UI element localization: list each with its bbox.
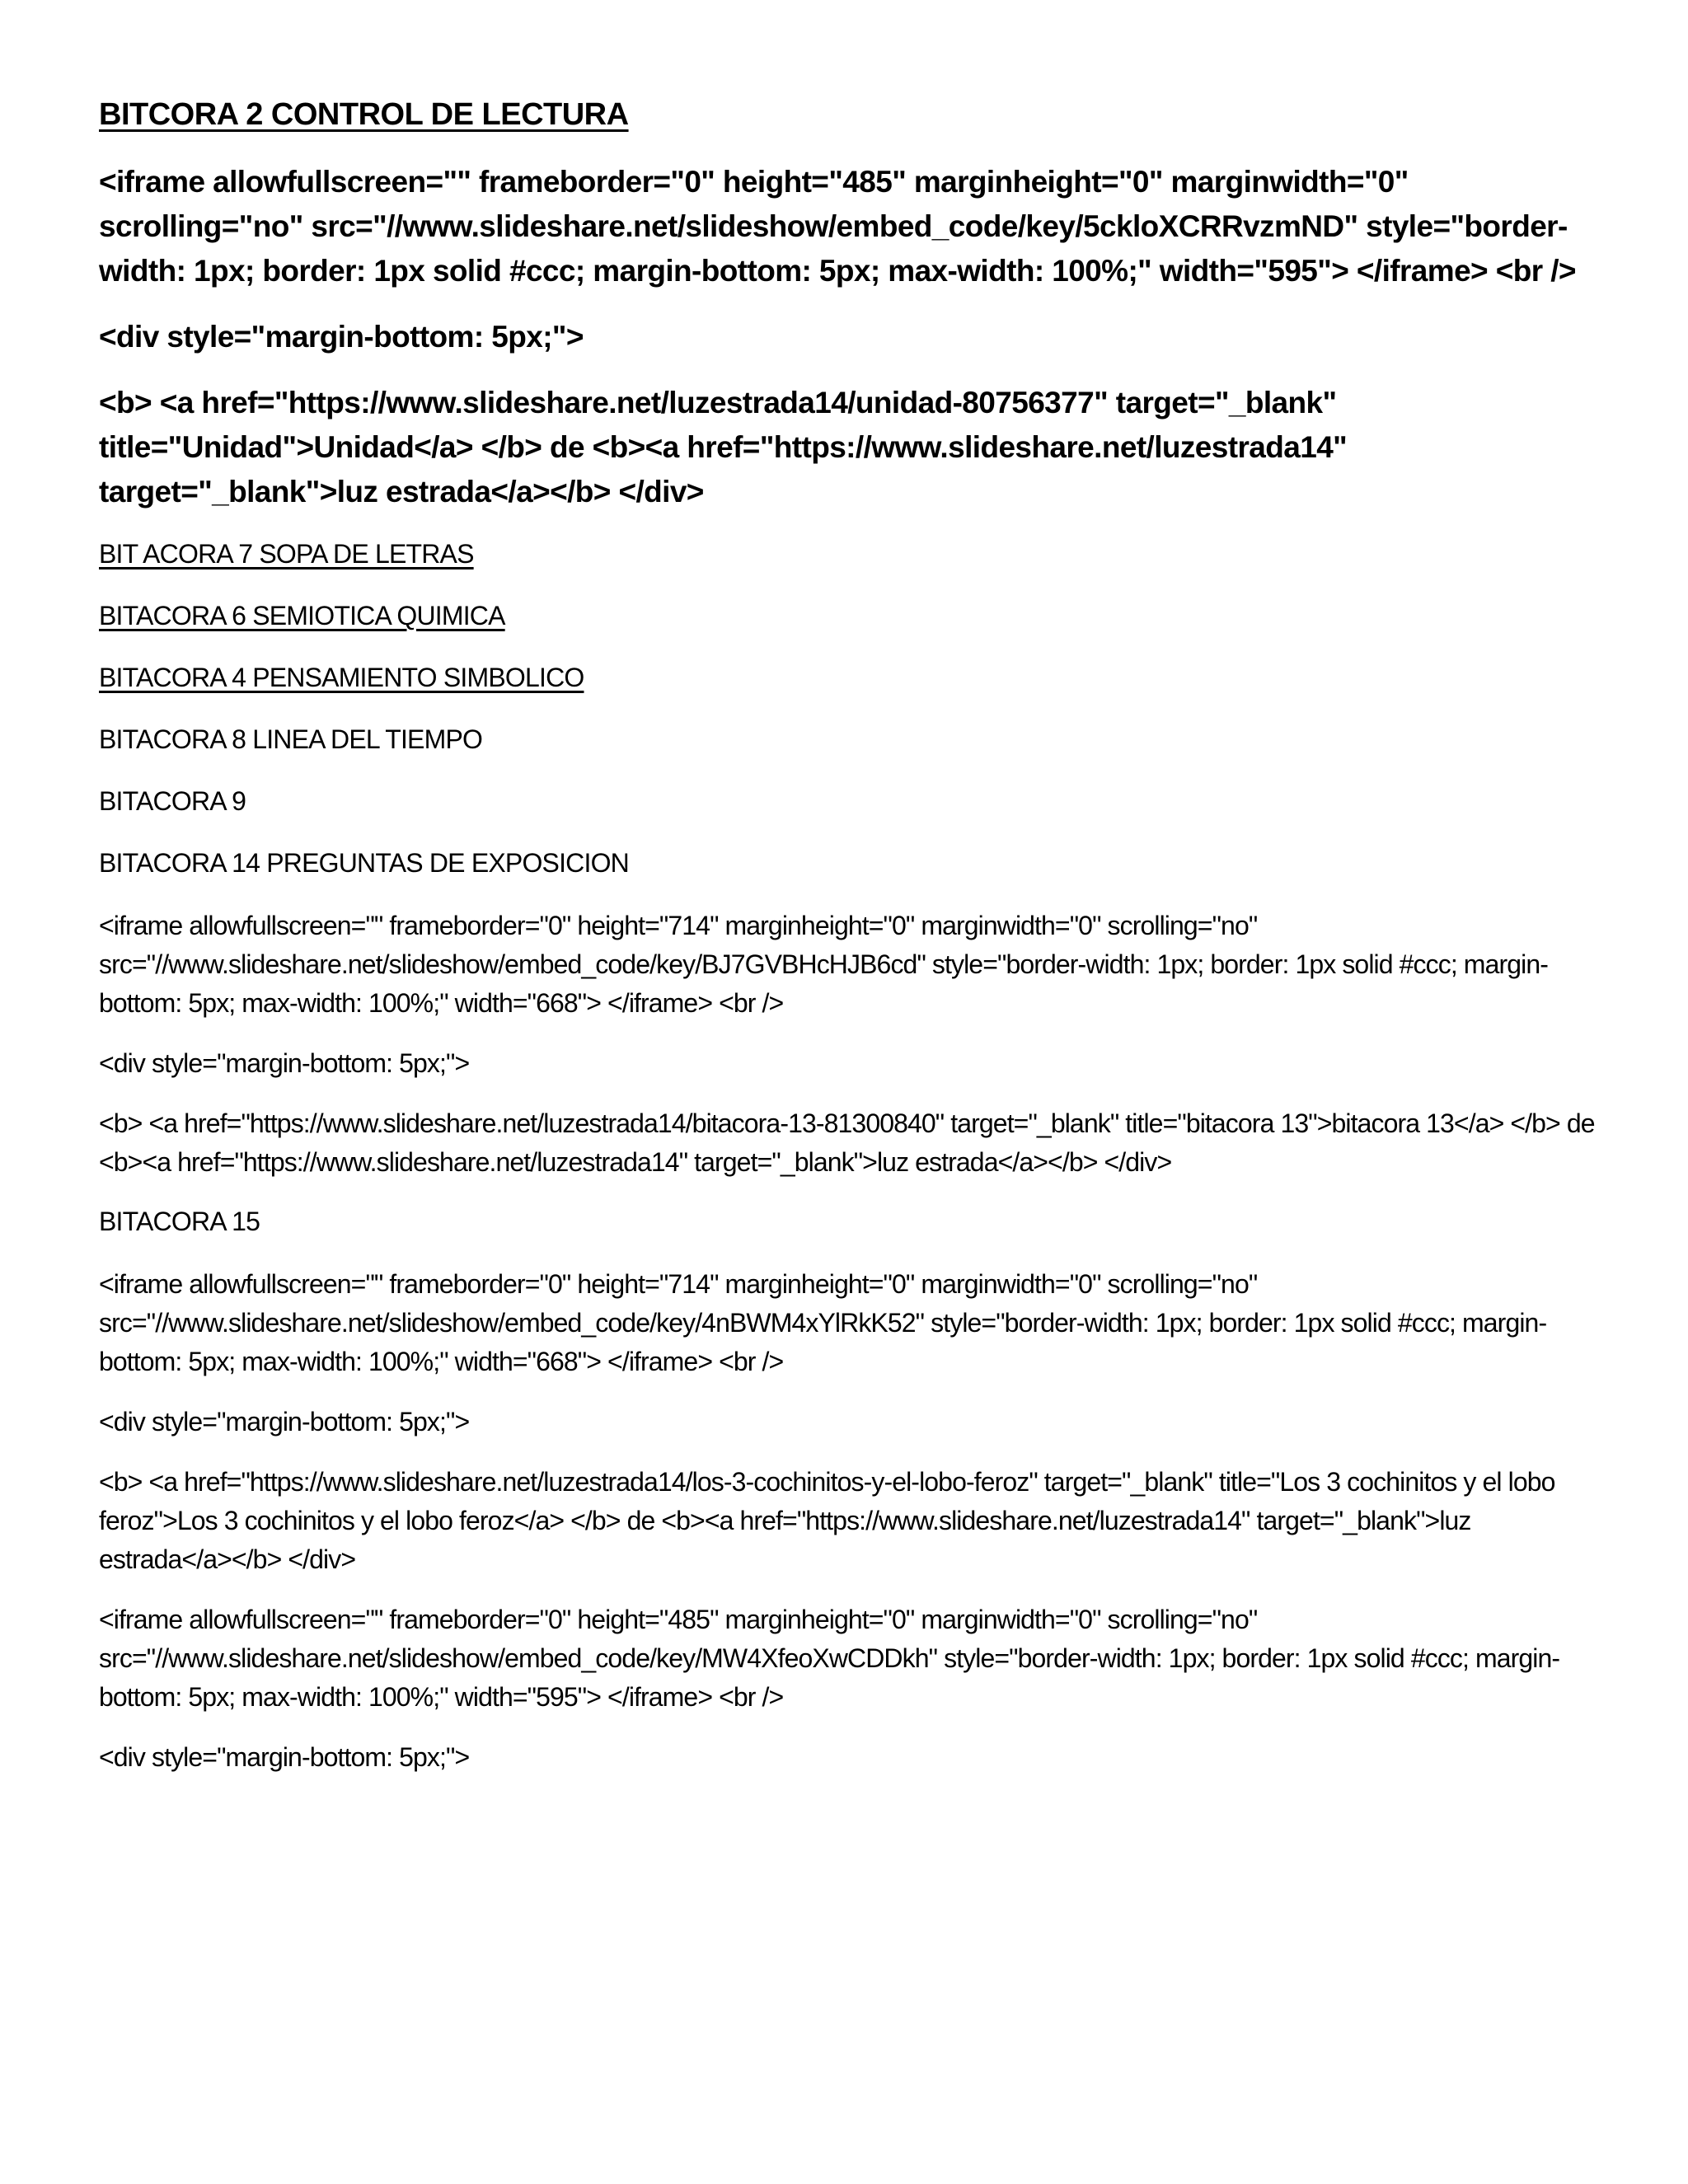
div-code-bitacora-13: <div style="margin-bottom: 5px;">	[99, 1048, 470, 1078]
link-bitacora-7[interactable]: BIT ACORA 7 SOPA DE LETRAS	[99, 539, 474, 569]
heading-bitacora-9: BITACORA 9	[99, 786, 246, 816]
link-bitacora-6[interactable]: BITACORA 6 SEMIOTICA QUIMICA	[99, 601, 505, 630]
heading-bitacora-8: BITACORA 8 LINEA DEL TIEMPO	[99, 724, 483, 754]
heading-bitacora-15: BITACORA 15	[99, 1207, 260, 1236]
link-code-bitacora-15: <b> <a href="https://www.slideshare.net/luzestrada14/los-3-cochinitos-y-el-lobo-feroz" target="_blank" title="Los 3 cochinitos y el lobo feroz">Los 3 cochinitos y el lobo feroz</a> </b> de <b><a href="https://www.slideshare.net/luzestrada14" target="_blank">luz estrada</a></b> </div>	[99, 1467, 1555, 1574]
iframe-code-last: <iframe allowfullscreen="" frameborder="0" height="485" marginheight="0" marginwidth="0" scrolling="no" src="//www.slideshare.net/slideshow/embed_code/key/MW4XfeoXwCDDkh" style="border-width: 1px; border: 1px solid #ccc; margin-bottom: 5px; max-width: 100%;" width="595"> </iframe> <br />	[99, 1605, 1560, 1712]
link-code-bitacora-13: <b> <a href="https://www.slideshare.net/luzestrada14/bitacora-13-81300840" target="_blank" title="bitacora 13">bitacora 13</a> </b> de <b><a href="https://www.slideshare.net/luzestrada14" target="_blank">luz estrada</a></b> </div>	[99, 1108, 1595, 1177]
div-code-bitacora-15: <div style="margin-bottom: 5px;">	[99, 1407, 470, 1436]
document-page	[99, 92, 1599, 1798]
link-bitacora-4[interactable]: BITACORA 4 PENSAMIENTO SIMBOLICO	[99, 663, 584, 692]
iframe-code-bitacora-13: <iframe allowfullscreen="" frameborder="0" height="714" marginheight="0" marginwidth="0" scrolling="no" src="//www.slideshare.net/slideshow/embed_code/key/BJ7GVBHcHJB6cd" style="border-width: 1px; border: 1px solid #ccc; margin-bottom: 5px; max-width: 100%;" width="668"> </iframe> <br />	[99, 911, 1548, 1018]
iframe-code-bitacora-2: <iframe allowfullscreen="" frameborder="0" height="485" marginheight="0" marginwidth="0" scrolling="no" src="//www.slideshare.net/slideshow/embed_code/key/5ckloXCRRvzmND" style="border-width: 1px; border: 1px solid #ccc; margin-bottom: 5px; max-width: 100%;" width="595"> </iframe> <br />	[99, 165, 1576, 288]
heading-bitacora-14: BITACORA 14 PREGUNTAS DE EXPOSICION	[99, 848, 629, 878]
iframe-code-bitacora-15: <iframe allowfullscreen="" frameborder="0" height="714" marginheight="0" marginwidth="0" scrolling="no" src="//www.slideshare.net/slideshow/embed_code/key/4nBWM4xYlRkK52" style="border-width: 1px; border: 1px solid #ccc; margin-bottom: 5px; max-width: 100%;" width="668"> </iframe> <br />	[99, 1269, 1547, 1376]
document-title: BITCORA 2 CONTROL DE LECTURA	[99, 97, 629, 132]
div-code-last: <div style="margin-bottom: 5px;">	[99, 1742, 470, 1772]
div-code-bitacora-2: <div style="margin-bottom: 5px;">	[99, 320, 584, 354]
link-code-bitacora-2: <b> <a href="https://www.slideshare.net/luzestrada14/unidad-80756377" target="_blank" title="Unidad">Unidad</a> </b> de <b><a href="https://www.slideshare.net/luzestrada14" target="_blank">luz estrada</a></b> </div>	[99, 386, 1348, 509]
